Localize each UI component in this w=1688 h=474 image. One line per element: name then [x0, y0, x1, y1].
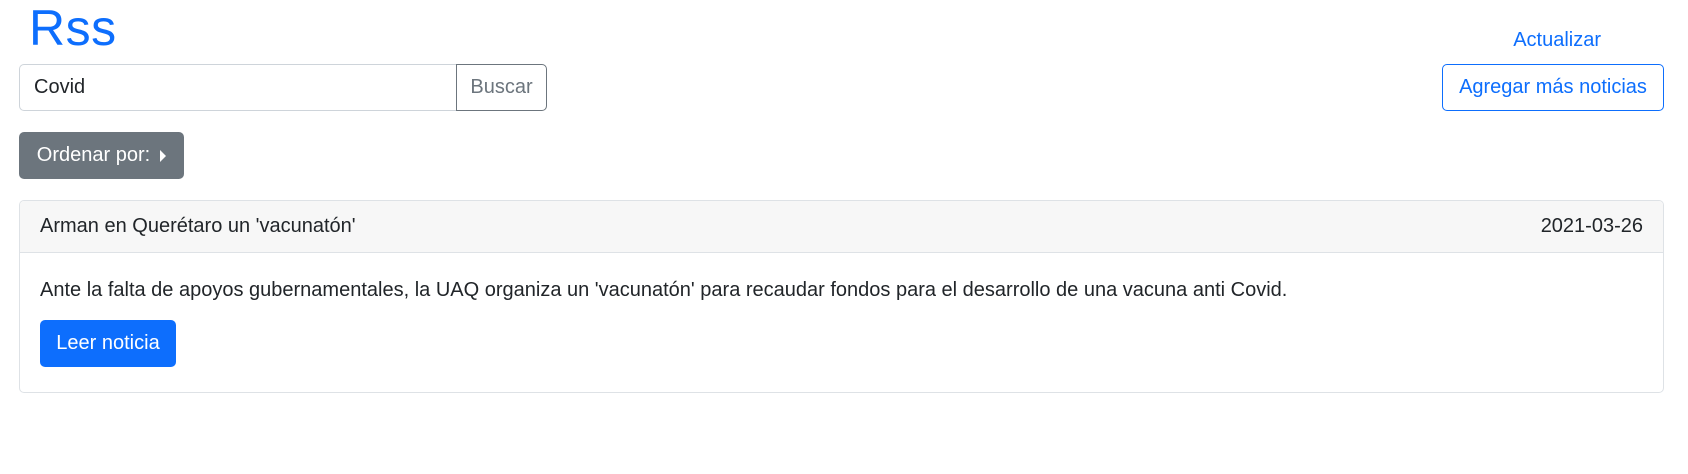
news-title: Arman en Querétaro un 'vacunatón': [40, 215, 356, 237]
sort-button-label: Ordenar por:: [36, 144, 151, 166]
search-input[interactable]: [19, 64, 456, 111]
read-news-button[interactable]: Leer noticia: [40, 320, 176, 367]
news-card-header: [20, 201, 1663, 253]
news-date: 2021-03-26: [1540, 215, 1643, 237]
news-card: [19, 200, 1664, 393]
caret-right-icon: [160, 150, 166, 162]
refresh-link[interactable]: Actualizar: [1513, 29, 1601, 51]
search-button[interactable]: Buscar: [456, 64, 547, 111]
page-title: Rss: [29, 0, 117, 56]
news-summary: Ante la falta de apoyos gubernamentales, la UAQ organiza un 'vacunatón' para recaudar fondos para el desarrollo de una vacuna anti Covid.: [40, 279, 1288, 301]
search-group: [19, 64, 547, 111]
news-card-body: [20, 253, 1663, 367]
add-news-button[interactable]: Agregar más noticias: [1442, 64, 1664, 111]
sort-dropdown-button[interactable]: [19, 132, 184, 179]
